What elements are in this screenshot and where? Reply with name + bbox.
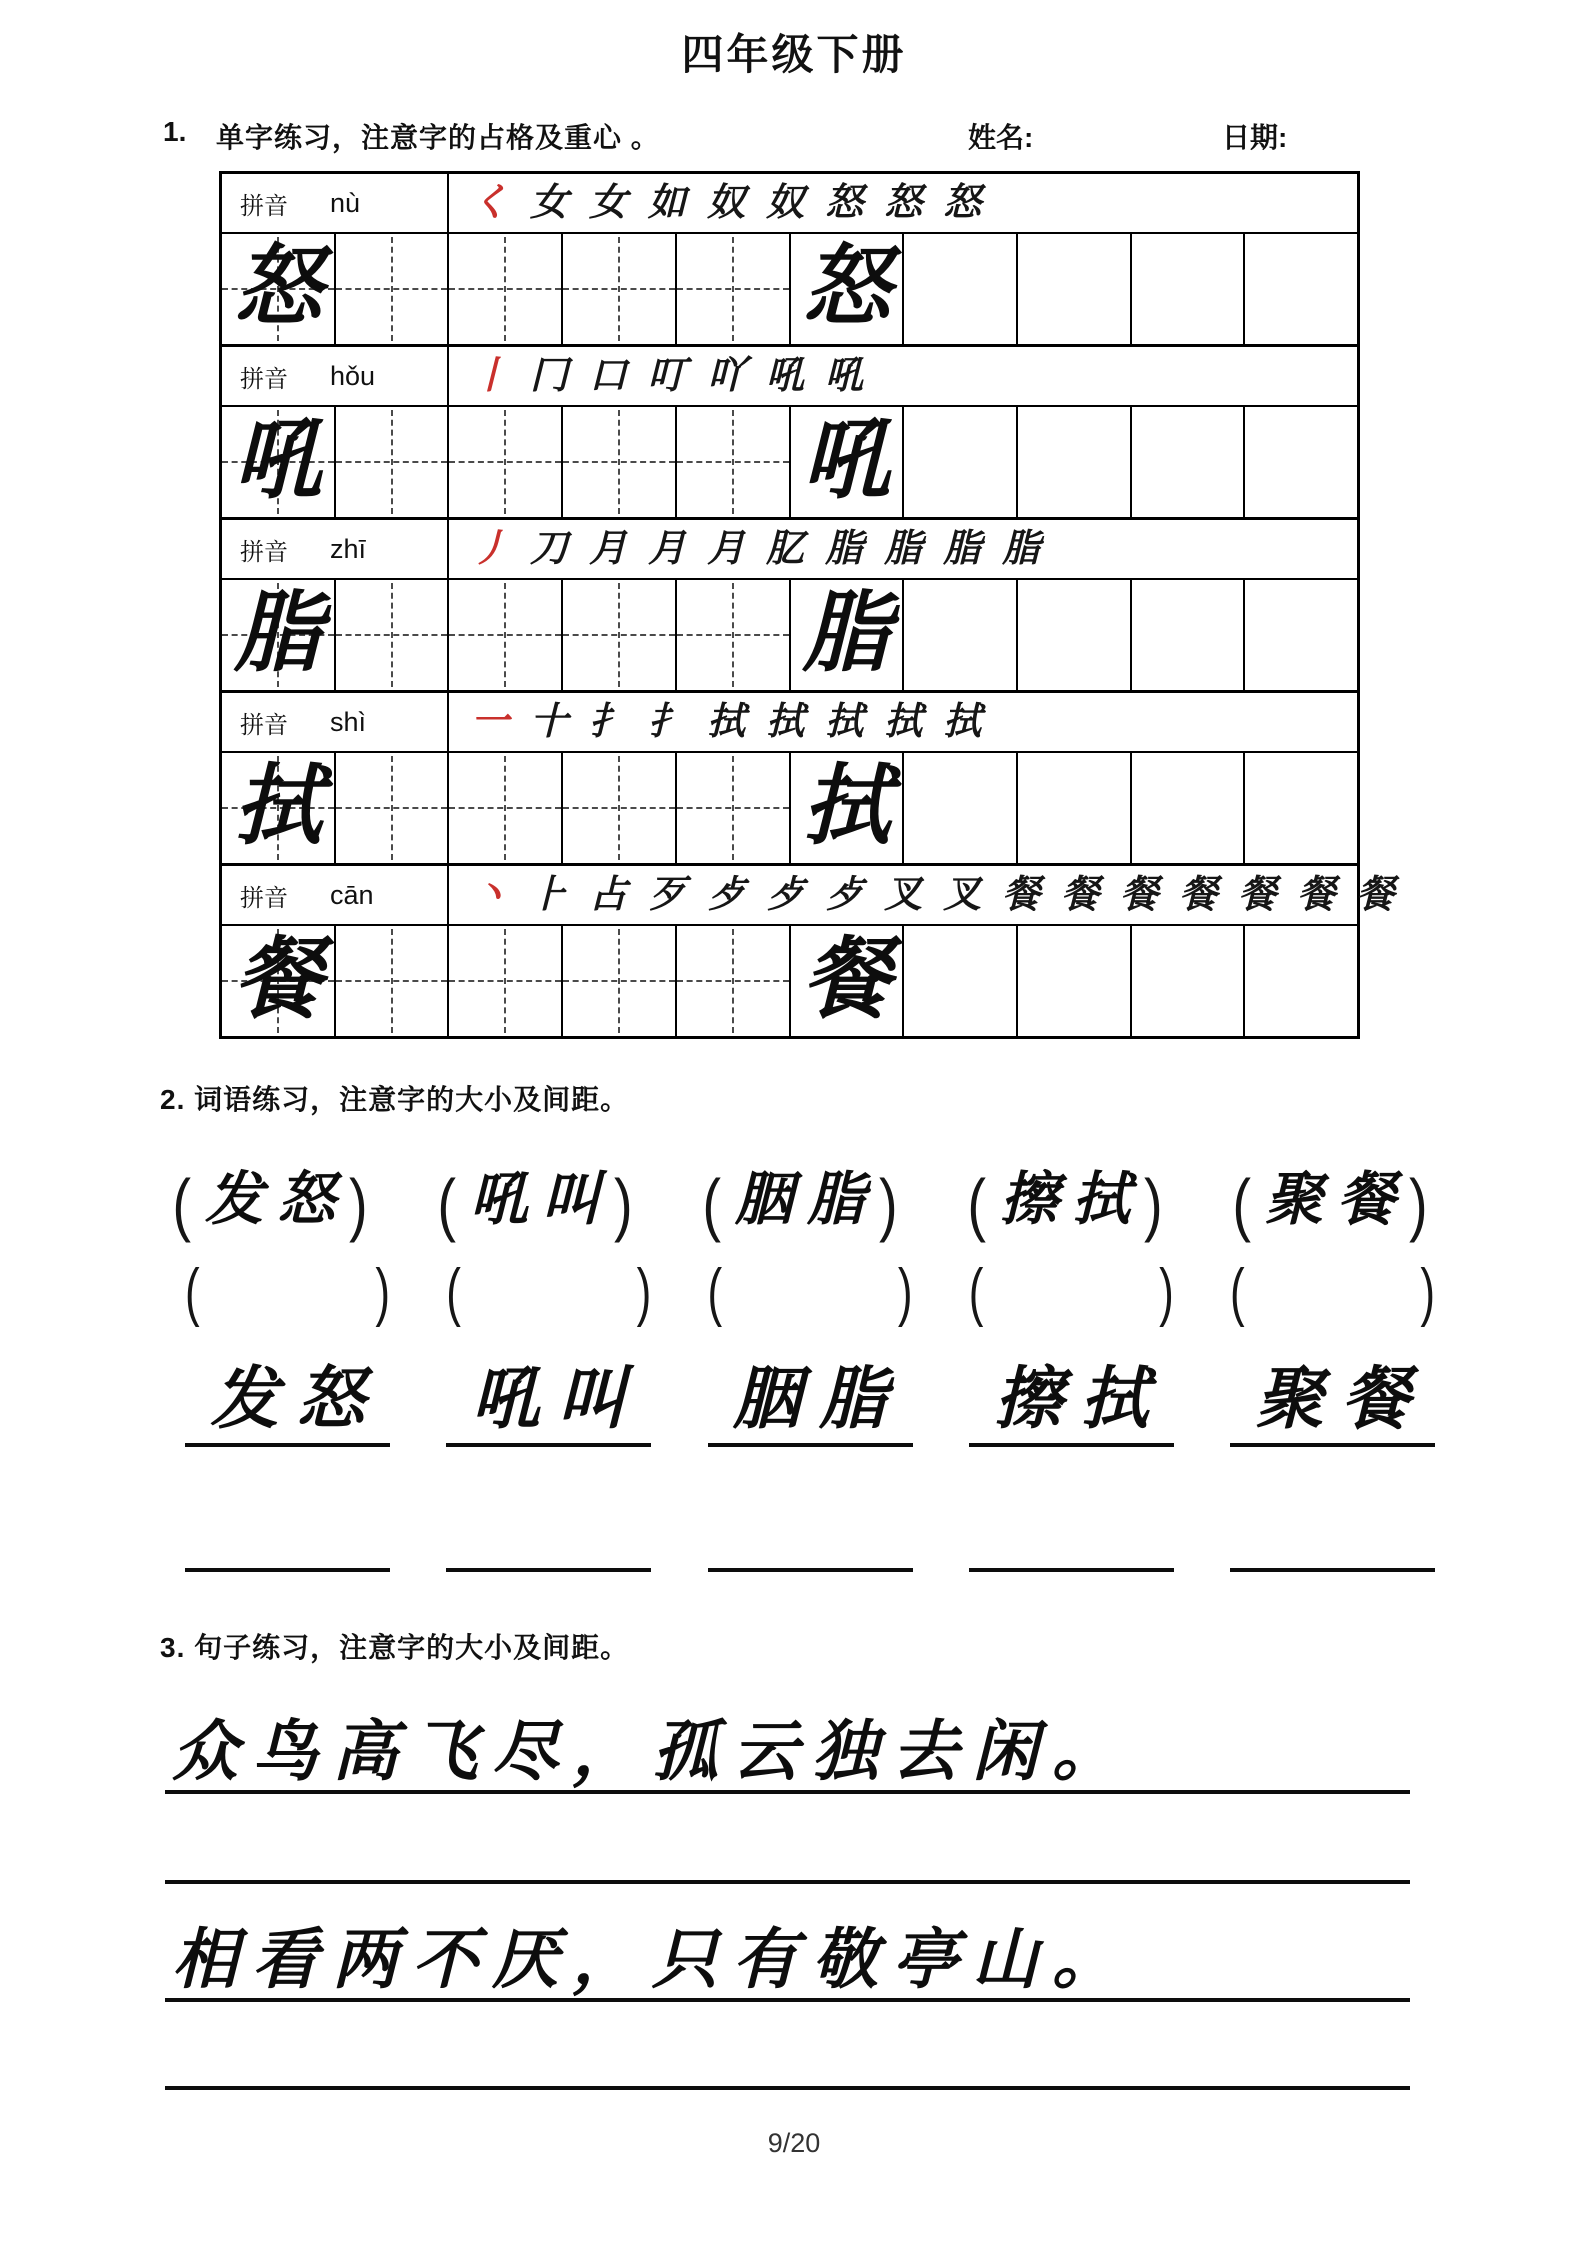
stroke-stage: 刀 bbox=[530, 528, 569, 570]
stroke-order-sequence bbox=[449, 347, 1357, 405]
word-text: 吼叫 bbox=[469, 1167, 614, 1232]
stroke-stage: 餐 bbox=[1238, 874, 1277, 916]
practice-cell-guided bbox=[677, 234, 791, 344]
char-block-餐 bbox=[222, 866, 1395, 1036]
stroke-stage: 叮 bbox=[648, 355, 687, 397]
char-block-拭 bbox=[222, 693, 1357, 866]
sentence-2-underline bbox=[165, 1998, 1410, 2002]
stroke-stage: 歺 bbox=[707, 874, 746, 916]
practice-cell-guided bbox=[677, 580, 791, 690]
model-character: 脂 bbox=[802, 586, 891, 683]
open-paren: ( bbox=[172, 1164, 191, 1243]
pinyin-row bbox=[222, 174, 1357, 234]
stroke-stage: 丨 bbox=[471, 355, 510, 397]
underlined-word bbox=[969, 1362, 1174, 1447]
pinyin-cell bbox=[222, 520, 449, 578]
practice-cell-plain bbox=[1018, 753, 1132, 863]
pinyin-label: 拼音 bbox=[240, 538, 288, 566]
word-underline bbox=[446, 1443, 651, 1447]
practice-cell-plain bbox=[1245, 926, 1357, 1036]
practice-cell-plain bbox=[1245, 407, 1357, 517]
practice-cell-guided bbox=[677, 753, 791, 863]
stroke-order-sequence bbox=[449, 174, 1357, 232]
char-block-吼 bbox=[222, 347, 1357, 520]
practice-grid-row bbox=[222, 234, 1357, 347]
stroke-stage: 扌 bbox=[589, 701, 628, 743]
close-paren: ) bbox=[349, 1164, 368, 1243]
practice-cell-guided bbox=[336, 753, 450, 863]
word-underline bbox=[1230, 1443, 1435, 1447]
close-paren: ) bbox=[1159, 1256, 1174, 1328]
sentence-1-underline bbox=[165, 1790, 1410, 1794]
word-with-parens bbox=[415, 1152, 655, 1243]
practice-cell-plain bbox=[1018, 234, 1132, 344]
pinyin-row bbox=[222, 866, 1395, 926]
stroke-stage: 餐 bbox=[1179, 874, 1218, 916]
stroke-stage: 拭 bbox=[766, 701, 805, 743]
word-text: 擦拭 bbox=[999, 1167, 1144, 1232]
practice-cell-guided bbox=[449, 234, 563, 344]
close-paren: ) bbox=[897, 1256, 913, 1328]
word-underline bbox=[969, 1443, 1174, 1447]
word-text: 胭脂 bbox=[734, 1167, 879, 1232]
practice-cell-plain bbox=[1245, 234, 1357, 344]
underlined-word bbox=[1230, 1362, 1435, 1447]
practice-cell-guided bbox=[563, 234, 677, 344]
pinyin-row bbox=[222, 520, 1357, 580]
stroke-stage: 奴 bbox=[707, 182, 746, 224]
open-paren: ( bbox=[967, 1164, 986, 1243]
stroke-stage: 拭 bbox=[943, 701, 982, 743]
stroke-stage: 拭 bbox=[707, 701, 746, 743]
pinyin-value: cān bbox=[330, 879, 374, 910]
model-character: 餐 bbox=[233, 932, 322, 1029]
pinyin-label: 拼音 bbox=[240, 884, 288, 912]
section1-number: 1. bbox=[163, 116, 187, 147]
close-paren: ) bbox=[879, 1164, 898, 1243]
stroke-stage: 吼 bbox=[766, 355, 805, 397]
practice-cell-guided bbox=[222, 580, 336, 690]
practice-cell-guided bbox=[563, 407, 677, 517]
model-character: 拭 bbox=[802, 759, 891, 856]
stroke-stage: 扌 bbox=[648, 701, 687, 743]
practice-cell-plain bbox=[1132, 926, 1246, 1036]
practice-cell-guided bbox=[222, 926, 336, 1036]
date-label: 日期: bbox=[1222, 122, 1288, 153]
practice-cell-guided bbox=[222, 407, 336, 517]
pinyin-label: 拼音 bbox=[240, 192, 288, 220]
sentence-1-empty-line bbox=[165, 1880, 1410, 1884]
stroke-stage: 脂 bbox=[1002, 528, 1041, 570]
open-paren: ( bbox=[1232, 1164, 1251, 1243]
open-paren: ( bbox=[707, 1256, 723, 1328]
close-paren: ) bbox=[614, 1164, 633, 1243]
practice-grid-row bbox=[222, 753, 1357, 866]
stroke-order-sequence bbox=[449, 520, 1357, 578]
open-paren: ( bbox=[702, 1164, 721, 1243]
open-paren: ( bbox=[968, 1256, 984, 1328]
page-title: 四年级下册 bbox=[681, 31, 907, 78]
empty-underlines-row bbox=[185, 1568, 1435, 1572]
word-text: 发怒 bbox=[204, 1167, 349, 1232]
underlined-words-row bbox=[185, 1362, 1435, 1447]
open-paren: ( bbox=[446, 1256, 461, 1328]
close-paren: ) bbox=[375, 1256, 390, 1328]
pinyin-label: 拼音 bbox=[240, 711, 288, 739]
model-character: 怒 bbox=[802, 240, 891, 337]
close-paren: ) bbox=[1409, 1164, 1428, 1243]
practice-cell-guided bbox=[222, 753, 336, 863]
stroke-stage: 冂 bbox=[530, 355, 569, 397]
model-character: 拭 bbox=[233, 759, 322, 856]
open-paren: ( bbox=[437, 1164, 456, 1243]
sentence-2-empty-line bbox=[165, 2086, 1410, 2090]
close-paren: ) bbox=[636, 1256, 652, 1328]
stroke-stage: 怒 bbox=[943, 182, 982, 224]
pinyin-value: shì bbox=[330, 706, 367, 737]
practice-cell-plain bbox=[1018, 580, 1132, 690]
empty-word-underline bbox=[708, 1568, 913, 1572]
practice-cell-plain bbox=[1132, 753, 1246, 863]
empty-paren-pair bbox=[1230, 1256, 1435, 1328]
practice-cell-guided bbox=[677, 926, 791, 1036]
stroke-stage: 歺 bbox=[825, 874, 864, 916]
model-character: 怒 bbox=[233, 240, 322, 337]
word-underline bbox=[185, 1443, 390, 1447]
practice-cell-guided bbox=[336, 234, 450, 344]
practice-cell-plain bbox=[791, 407, 905, 517]
open-paren: ( bbox=[185, 1256, 200, 1328]
stroke-stage: 丿 bbox=[471, 528, 510, 570]
section3-heading: 3. 句子练习，注意字的大小及间距。 bbox=[160, 1632, 630, 1663]
practice-cell-guided bbox=[563, 926, 677, 1036]
pinyin-row bbox=[222, 347, 1357, 407]
stroke-stage: 一 bbox=[471, 701, 510, 743]
underlined-word bbox=[446, 1362, 651, 1447]
pinyin-value: zhī bbox=[330, 533, 367, 564]
stroke-stage: 如 bbox=[648, 182, 687, 224]
stroke-stage: 脂 bbox=[825, 528, 864, 570]
stroke-stage: 拭 bbox=[884, 701, 923, 743]
empty-paren-pair bbox=[968, 1256, 1174, 1328]
sentence-1: 众鸟高飞尽，孤云独去闲。 bbox=[172, 1716, 1132, 1789]
stroke-stage: 口 bbox=[589, 355, 628, 397]
sentence-2: 相看两不厌，只有敬亭山。 bbox=[172, 1924, 1132, 1997]
practice-grid-row bbox=[222, 926, 1357, 1036]
char-block-怒 bbox=[222, 174, 1357, 347]
practice-cell-plain bbox=[791, 234, 905, 344]
practice-cell-plain bbox=[791, 926, 905, 1036]
practice-cell-plain bbox=[904, 753, 1018, 863]
stroke-stage: く bbox=[471, 182, 510, 224]
empty-paren-pair bbox=[446, 1256, 652, 1328]
stroke-stage: 吼 bbox=[825, 355, 864, 397]
stroke-stage: 餐 bbox=[1120, 874, 1159, 916]
model-character: 餐 bbox=[802, 932, 891, 1029]
stroke-stage: 月 bbox=[648, 528, 687, 570]
word-underline bbox=[708, 1443, 913, 1447]
model-character: 吼 bbox=[233, 413, 322, 510]
model-character: 吼 bbox=[802, 413, 891, 510]
word-text: 胭脂 bbox=[732, 1361, 905, 1437]
practice-cell-plain bbox=[904, 926, 1018, 1036]
stroke-stage: 怒 bbox=[825, 182, 864, 224]
word-text: 聚餐 bbox=[1264, 1167, 1409, 1232]
pinyin-value: nù bbox=[330, 187, 361, 218]
word-with-parens bbox=[150, 1152, 390, 1243]
practice-cell-plain bbox=[1018, 926, 1132, 1036]
stroke-stage: 叉 bbox=[884, 874, 923, 916]
practice-cell-plain bbox=[1132, 580, 1246, 690]
practice-cell-guided bbox=[449, 926, 563, 1036]
word-with-parens bbox=[1210, 1152, 1450, 1243]
section1-heading: 单字练习，注意字的占格及重心 。 bbox=[216, 122, 660, 153]
stroke-stage: 脂 bbox=[884, 528, 923, 570]
word-text: 擦拭 bbox=[994, 1361, 1167, 1437]
pinyin-cell bbox=[222, 174, 449, 232]
practice-cell-guided bbox=[563, 753, 677, 863]
practice-cell-plain bbox=[1132, 407, 1246, 517]
practice-cell-plain bbox=[791, 753, 905, 863]
stroke-stage: 餐 bbox=[1297, 874, 1336, 916]
char-block-脂 bbox=[222, 520, 1357, 693]
open-paren: ( bbox=[1230, 1256, 1245, 1328]
stroke-stage: 十 bbox=[530, 701, 569, 743]
stroke-order-sequence bbox=[449, 866, 1394, 924]
pinyin-cell bbox=[222, 693, 449, 751]
stroke-stage: 歺 bbox=[766, 874, 805, 916]
practice-cell-guided bbox=[563, 580, 677, 690]
empty-word-underline bbox=[446, 1568, 651, 1572]
name-label: 姓名: bbox=[968, 122, 1034, 153]
empty-word-underline bbox=[1230, 1568, 1435, 1572]
close-paren: ) bbox=[1144, 1164, 1163, 1243]
close-paren: ) bbox=[1420, 1256, 1435, 1328]
empty-paren-pair bbox=[707, 1256, 913, 1328]
stroke-stage: 月 bbox=[707, 528, 746, 570]
underlined-word bbox=[708, 1362, 913, 1447]
practice-cell-guided bbox=[336, 407, 450, 517]
practice-cell-guided bbox=[449, 753, 563, 863]
stroke-stage: 奴 bbox=[766, 182, 805, 224]
stroke-stage: 吖 bbox=[707, 355, 746, 397]
pinyin-cell bbox=[222, 866, 449, 924]
word-with-parens bbox=[945, 1152, 1185, 1243]
stroke-stage: 怒 bbox=[884, 182, 923, 224]
word-text: 发怒 bbox=[210, 1361, 383, 1437]
stroke-stage: 歹 bbox=[648, 874, 687, 916]
practice-grid-row bbox=[222, 580, 1357, 693]
practice-cell-plain bbox=[904, 234, 1018, 344]
word-text: 聚餐 bbox=[1255, 1361, 1428, 1437]
stroke-stage: 叉 bbox=[943, 874, 982, 916]
practice-cell-plain bbox=[1245, 753, 1357, 863]
word-with-parens bbox=[680, 1152, 920, 1243]
stroke-stage: 餐 bbox=[1002, 874, 1041, 916]
stroke-stage: 拭 bbox=[825, 701, 864, 743]
empty-parens-row bbox=[185, 1256, 1435, 1328]
stroke-stage: 月 bbox=[589, 528, 628, 570]
practice-cell-guided bbox=[336, 580, 450, 690]
practice-cell-guided bbox=[336, 926, 450, 1036]
pinyin-value: hǒu bbox=[330, 360, 376, 391]
practice-cell-plain bbox=[904, 580, 1018, 690]
practice-grid-row bbox=[222, 407, 1357, 520]
practice-cell-guided bbox=[449, 407, 563, 517]
pinyin-row bbox=[222, 693, 1357, 753]
practice-cell-guided bbox=[449, 580, 563, 690]
word-text: 吼叫 bbox=[471, 1361, 644, 1437]
practice-cell-plain bbox=[1245, 580, 1357, 690]
pinyin-label: 拼音 bbox=[240, 365, 288, 393]
stroke-stage: 女 bbox=[589, 182, 628, 224]
practice-cell-guided bbox=[222, 234, 336, 344]
stroke-stage: 占 bbox=[589, 874, 628, 916]
underlined-word bbox=[185, 1362, 390, 1447]
empty-paren-pair bbox=[185, 1256, 390, 1328]
practice-cell-plain bbox=[904, 407, 1018, 517]
practice-cell-plain bbox=[1132, 234, 1246, 344]
empty-word-underline bbox=[185, 1568, 390, 1572]
stroke-stage: 餐 bbox=[1061, 874, 1100, 916]
stroke-stage: 丶 bbox=[471, 874, 510, 916]
pinyin-cell bbox=[222, 347, 449, 405]
stroke-stage: 脂 bbox=[943, 528, 982, 570]
page-number: 9/20 bbox=[767, 2128, 821, 2158]
model-character: 脂 bbox=[233, 586, 322, 683]
practice-cell-plain bbox=[791, 580, 905, 690]
practice-cell-plain bbox=[1018, 407, 1132, 517]
words-with-parens-row bbox=[150, 1152, 1450, 1243]
character-practice-table bbox=[219, 171, 1395, 1039]
section2-heading: 2. 词语练习，注意字的大小及间距。 bbox=[160, 1084, 630, 1115]
practice-cell-guided bbox=[677, 407, 791, 517]
stroke-stage: 肊 bbox=[766, 528, 805, 570]
stroke-stage: 女 bbox=[530, 182, 569, 224]
stroke-order-sequence bbox=[449, 693, 1357, 751]
stroke-stage: 餐 bbox=[1356, 874, 1395, 916]
stroke-stage: ⺊ bbox=[530, 874, 569, 916]
empty-word-underline bbox=[969, 1568, 1174, 1572]
